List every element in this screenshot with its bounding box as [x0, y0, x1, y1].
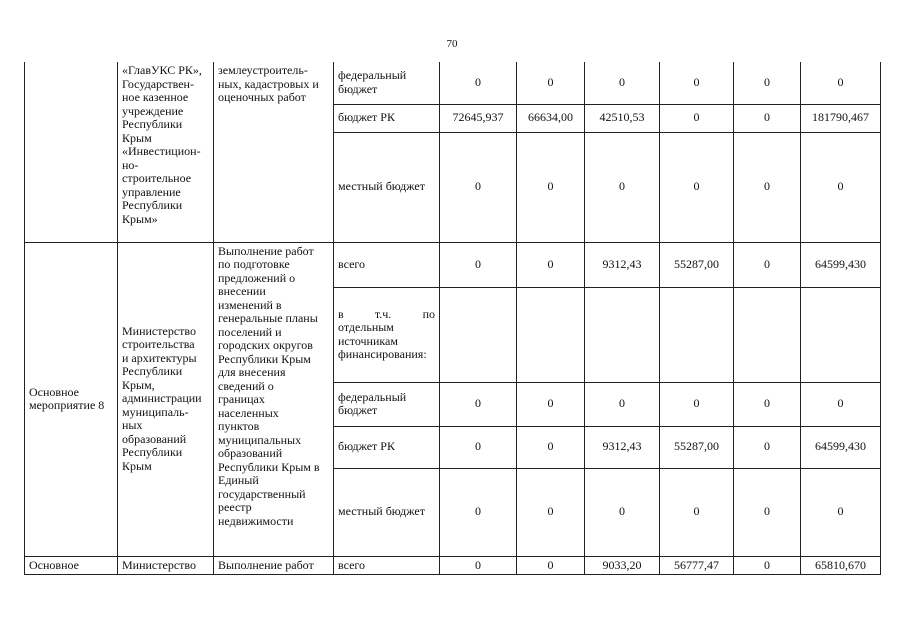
source-cell: бюджет РК: [334, 104, 440, 132]
text-line: городских округов: [218, 338, 313, 352]
value-cell: 0: [801, 382, 881, 426]
text-line: ное казенное: [122, 90, 189, 104]
value-cell: 0: [517, 468, 585, 556]
text-line: и архитектуры: [122, 350, 197, 365]
text-line: Крым»: [122, 211, 158, 226]
text-line: изменений в: [218, 297, 282, 312]
value-cell: 0: [517, 382, 585, 426]
source-cell: местный бюджет: [334, 468, 440, 556]
text-line: но-: [122, 157, 139, 172]
executor-cell: [118, 242, 214, 556]
text-line: Республики: [122, 198, 183, 212]
text-line: Единый: [218, 473, 259, 487]
work-cell: [214, 242, 334, 556]
executor-cell: Министерство: [118, 556, 214, 575]
value-cell: 0: [517, 132, 585, 242]
text-line: внесении: [218, 284, 266, 298]
text-line: муниципаль-: [122, 404, 189, 419]
value-cell: 42510,53: [585, 104, 660, 132]
text-line: оценочных работ: [218, 90, 306, 104]
text-line: учреждение: [122, 103, 184, 118]
table-row: [25, 62, 881, 104]
value-cell: [585, 287, 660, 382]
text-line: поселений и: [218, 324, 282, 339]
text-line: администрации: [122, 391, 202, 406]
value-cell: 0: [440, 556, 517, 575]
value-cell: 0: [801, 132, 881, 242]
text-line: муниципальных: [218, 432, 302, 447]
text-line: образований: [218, 446, 283, 460]
source-cell: бюджет РК: [334, 426, 440, 468]
value-cell: 0: [734, 382, 801, 426]
text-line: «Инвестицион-: [122, 144, 201, 158]
text-line: границах: [218, 392, 265, 406]
value-cell: 66634,00: [517, 104, 585, 132]
value-cell: 65810,670: [801, 556, 881, 575]
source-cell: местный бюджет: [334, 132, 440, 242]
value-cell: [801, 287, 881, 382]
value-cell: 0: [440, 382, 517, 426]
value-cell: 0: [734, 468, 801, 556]
executor-cell: [118, 62, 214, 242]
text-line: ных, кадастровых и: [218, 76, 319, 91]
work-cell: [214, 62, 334, 242]
value-cell: 0: [440, 426, 517, 468]
text-line: пунктов: [218, 419, 260, 433]
value-cell: 0: [734, 242, 801, 287]
value-cell: 0: [734, 426, 801, 468]
value-cell: 55287,00: [660, 426, 734, 468]
source-cell: всего: [334, 556, 440, 575]
value-cell: 0: [517, 426, 585, 468]
text-line: по подготовке: [218, 257, 290, 271]
text-line: ных: [122, 418, 143, 433]
page-number: 70: [446, 38, 458, 50]
value-cell: [660, 287, 734, 382]
value-cell: 64599,430: [801, 242, 881, 287]
value-cell: 0: [734, 104, 801, 132]
text-line: реестр: [218, 500, 252, 514]
text-line: строительное: [122, 171, 192, 185]
text-line: населенных: [218, 405, 279, 420]
value-cell: 72645,937: [440, 104, 517, 132]
text-line: государственный: [218, 486, 306, 501]
value-cell: 0: [585, 468, 660, 556]
text-line: для внесения: [218, 365, 286, 379]
value-cell: 0: [517, 242, 585, 287]
text-line: генеральные планы: [218, 311, 318, 325]
text-line: Республики: [122, 445, 183, 460]
text-line: Выполнение работ: [218, 243, 314, 258]
text-line: строительства: [122, 337, 195, 352]
value-cell: 55287,00: [660, 242, 734, 287]
value-cell: 0: [734, 132, 801, 242]
value-cell: 0: [440, 242, 517, 287]
value-cell: 0: [660, 132, 734, 242]
text-line: землеустроитель-: [218, 63, 308, 77]
text-line: Республики Крым в: [218, 459, 320, 474]
text-line: сведений о: [218, 378, 274, 393]
text-line: «ГлавУКС РК»,: [122, 63, 202, 77]
value-cell: 9312,43: [585, 242, 660, 287]
value-cell: 0: [660, 468, 734, 556]
measure-name-cell: Основное мероприятие 8: [25, 242, 118, 556]
text-line: Крым,: [122, 377, 155, 392]
value-cell: 0: [660, 62, 734, 104]
value-cell: 0: [585, 382, 660, 426]
value-cell: 0: [440, 468, 517, 556]
value-cell: 0: [660, 382, 734, 426]
value-cell: [440, 287, 517, 382]
text-line: Республики Крым: [218, 351, 311, 366]
table-body: [25, 62, 881, 575]
value-cell: 9312,43: [585, 426, 660, 468]
text-line: Министерство: [122, 323, 196, 338]
value-cell: 64599,430: [801, 426, 881, 468]
value-cell: 9033,20: [585, 556, 660, 575]
value-cell: 0: [440, 132, 517, 242]
source-cell: федеральный бюджет: [334, 382, 440, 426]
value-cell: 0: [801, 468, 881, 556]
work-cell: Выполнение работ: [214, 556, 334, 575]
measure-cell: [25, 62, 118, 242]
text-line: недвижимости: [218, 513, 294, 528]
text-line: управление: [122, 184, 181, 199]
value-cell: 0: [440, 62, 517, 104]
value-cell: 0: [660, 104, 734, 132]
value-cell: 56777,47: [660, 556, 734, 575]
table-row: [25, 556, 881, 575]
source-cell: всего: [334, 242, 440, 287]
text-line: предложений о: [218, 270, 296, 285]
value-cell: 0: [734, 556, 801, 575]
value-cell: 0: [585, 62, 660, 104]
value-cell: 181790,467: [801, 104, 881, 132]
value-cell: 0: [801, 62, 881, 104]
value-cell: 0: [734, 62, 801, 104]
table-row: [25, 242, 881, 287]
value-cell: 0: [585, 132, 660, 242]
source-cell: в т.ч. по отдельным источникам финансирования:: [334, 287, 440, 382]
text-line: образований: [122, 431, 187, 446]
value-cell: 0: [517, 556, 585, 575]
text-line: Республики: [122, 364, 183, 379]
value-cell: 0: [517, 62, 585, 104]
text-line: Республики: [122, 117, 183, 131]
text-line: Государствен-: [122, 76, 194, 91]
budget-table: [24, 62, 881, 575]
text-line: Крым: [122, 130, 152, 145]
source-cell: федеральный бюджет: [334, 62, 440, 104]
measure-name-cell: Основное: [25, 556, 118, 575]
value-cell: [517, 287, 585, 382]
value-cell: [734, 287, 801, 382]
text-line: Крым: [122, 458, 152, 473]
